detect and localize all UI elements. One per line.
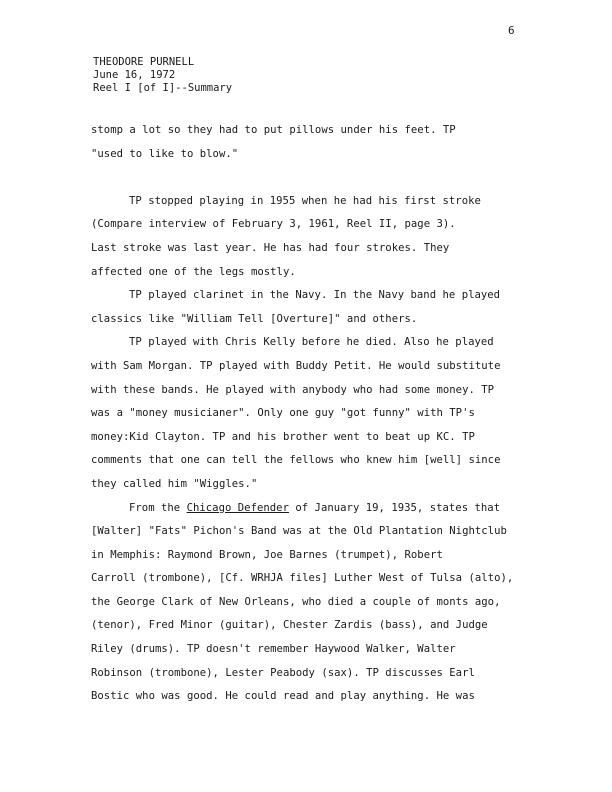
text-line: they called him "Wiggles." [91,477,258,490]
header-reel: Reel I [of I]--Summary [93,82,233,94]
document-header [93,56,232,95]
text-line: with these bands. He played with anybody who had some money. TP [91,383,495,396]
text-line: TP stopped playing in 1955 when he had his first stroke [129,194,481,207]
text-line: classics like "William Tell [Overture]" and others. [91,312,418,325]
text-line: (Compare interview of February 3, 1961, Reel II, page 3). [91,218,456,231]
text-line [91,497,561,521]
text-line: money:Kid Clayton. TP and his brother went to beat up KC. TP [91,430,475,443]
text-line: [Walter] "Fats" Pichon's Band was at the Old Plantation Nightclub [91,525,507,538]
newspaper-title: Chicago Defender [186,501,289,514]
text-line: Riley (drums). TP doesn't remember Haywood Walker, Walter [91,643,456,656]
text-line: affected one of the legs mostly. [91,265,296,278]
text-line: with Sam Morgan. TP played with Buddy Petit. He would substitute [91,359,501,372]
text-line: Last stroke was last year. He has had four strokes. They [91,241,450,254]
text-line: "used to like to blow." [91,147,239,160]
text-line: comments that one can tell the fellows who knew him [well] since [91,454,501,467]
header-date: June 16, 1972 [93,69,176,81]
text-line: was a "money musicianer". Only one guy "got funny" with TP's [91,407,475,420]
header-name: THEODORE PURNELL [93,56,195,68]
text-line: in Memphis: Raymond Brown, Joe Barnes (trumpet), Robert [91,548,443,561]
text-line: (tenor), Fred Minor (guitar), Chester Zardis (bass), and Judge [91,619,488,632]
text-line: Bostic who was good. He could read and play anything. He was [91,690,475,703]
text-line: TP played with Chris Kelly before he died. Also he played [129,336,494,349]
text-line: the George Clark of New Orleans, who died a couple of monts ago, [91,595,501,608]
blank-line [91,166,561,190]
text-line: TP played clarinet in the Navy. In the Navy band he played [129,289,501,302]
page-number: 6 [508,24,515,37]
text-line: Robinson (trombone), Lester Peabody (sax). TP discusses Earl [91,666,475,679]
text-line: stomp a lot so they had to put pillows under his feet. TP [91,124,456,136]
text-segment: of January 19, 1935, states that [288,501,501,514]
text-segment: From the [129,501,187,514]
text-line: Carroll (trombone), [Cf. WRHJA files] Luther West of Tulsa (alto), [91,572,514,585]
transcript-summary-body [91,119,561,709]
